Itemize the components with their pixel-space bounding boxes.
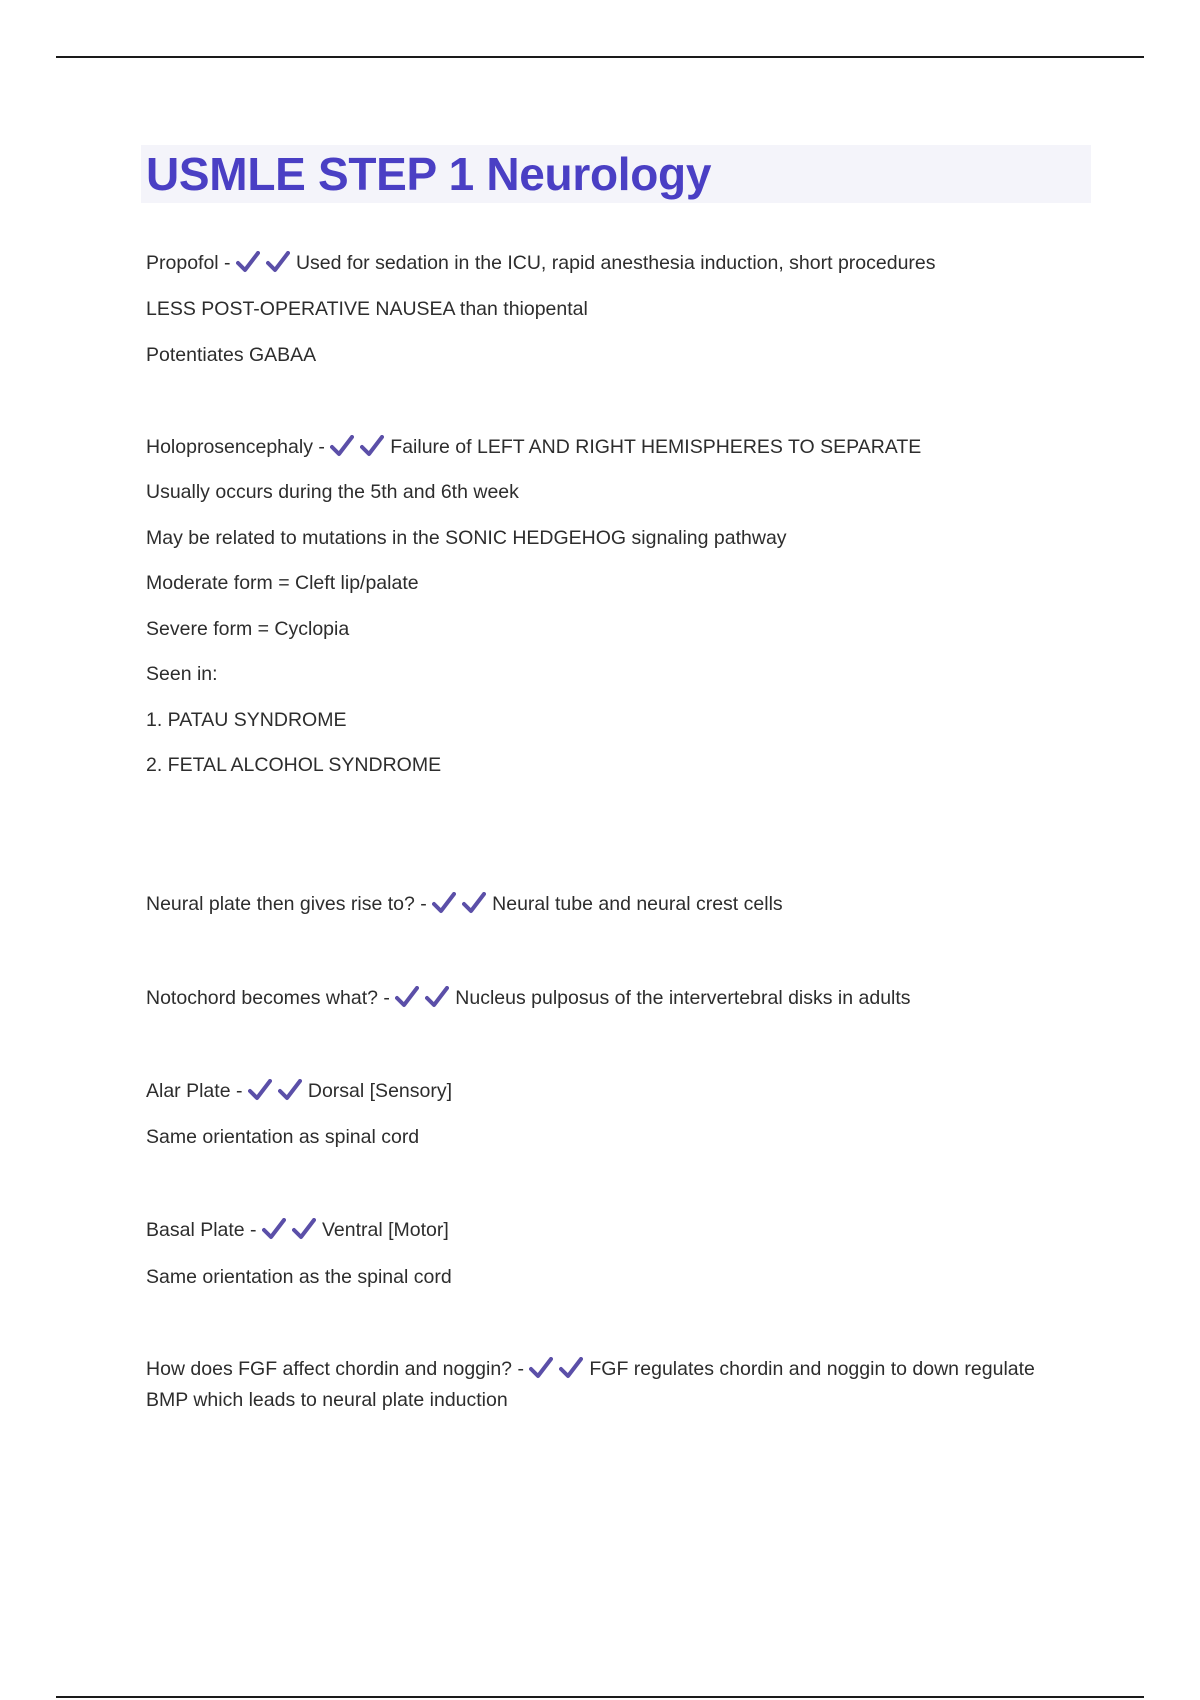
flashcard-question-line [146, 435, 921, 459]
question-text: Holoprosencephaly - [146, 436, 331, 458]
answer-text: Nucleus pulposus of the intervertebral disks in adults [455, 987, 911, 1009]
flashcard-question-line [146, 251, 936, 275]
note-line: Same orientation as spinal cord [146, 1126, 420, 1148]
checkmark-icon [278, 1079, 302, 1101]
note-line: Moderate form = Cleft lip/palate [146, 572, 419, 594]
question-text: Basal Plate - [146, 1219, 262, 1241]
checkmark-icon [462, 892, 486, 914]
question-text: Propofol - [146, 252, 236, 274]
flashcard-question-line [146, 1079, 452, 1103]
question-text: How does FGF affect chordin and noggin? - [146, 1358, 530, 1380]
flashcard-question-line [146, 1218, 449, 1242]
checkmark-icon [248, 1079, 272, 1101]
checkmark-icon [432, 892, 456, 914]
note-line: May be related to mutations in the SONIC HEDGEHOG signaling pathway [146, 527, 787, 549]
note-line: Same orientation as the spinal cord [146, 1266, 452, 1288]
note-line: 1. PATAU SYNDROME [146, 709, 347, 731]
checkmark-icon [266, 251, 290, 273]
answer-text: Used for sedation in the ICU, rapid anesthesia induction, short procedures [295, 252, 936, 274]
checkmark-icon [262, 1218, 286, 1240]
checkmark-icon [236, 251, 260, 273]
flashcard-question-line [146, 1354, 1076, 1416]
flashcard-question-line [146, 892, 783, 916]
note-line: Severe form = Cyclopia [146, 618, 350, 640]
answer-text: Dorsal [Sensory] [307, 1080, 453, 1102]
answer-text: Neural tube and neural crest cells [492, 893, 783, 915]
note-line: Seen in: [146, 663, 218, 685]
checkmark-icon [559, 1357, 583, 1379]
checkmark-icon [395, 986, 419, 1008]
note-line: Usually occurs during the 5th and 6th week [146, 481, 519, 503]
note-line: Potentiates GABAA [146, 344, 317, 366]
checkmark-icon [360, 435, 384, 457]
top-rule [56, 56, 1144, 58]
checkmark-icon [425, 986, 449, 1008]
checkmark-icon [330, 435, 354, 457]
bottom-rule [56, 1696, 1144, 1698]
checkmark-icon [292, 1218, 316, 1240]
question-text: Notochord becomes what? - [146, 987, 396, 1009]
checkmark-icon [529, 1357, 553, 1379]
answer-text: Ventral [Motor] [321, 1219, 449, 1241]
note-line: LESS POST-OPERATIVE NAUSEA than thiopental [146, 298, 588, 320]
answer-text: FGF regulates chordin and noggin to down regulate BMP which leads to neural plate induction [146, 1358, 1035, 1411]
page-title: USMLE STEP 1 Neurology [146, 148, 712, 200]
note-line: 2. FETAL ALCOHOL SYNDROME [146, 754, 442, 776]
question-text: Alar Plate - [146, 1080, 248, 1102]
answer-text: Failure of LEFT AND RIGHT HEMISPHERES TO SEPARATE [390, 436, 922, 458]
question-text: Neural plate then gives rise to? - [146, 893, 433, 915]
flashcard-question-line [146, 986, 911, 1010]
